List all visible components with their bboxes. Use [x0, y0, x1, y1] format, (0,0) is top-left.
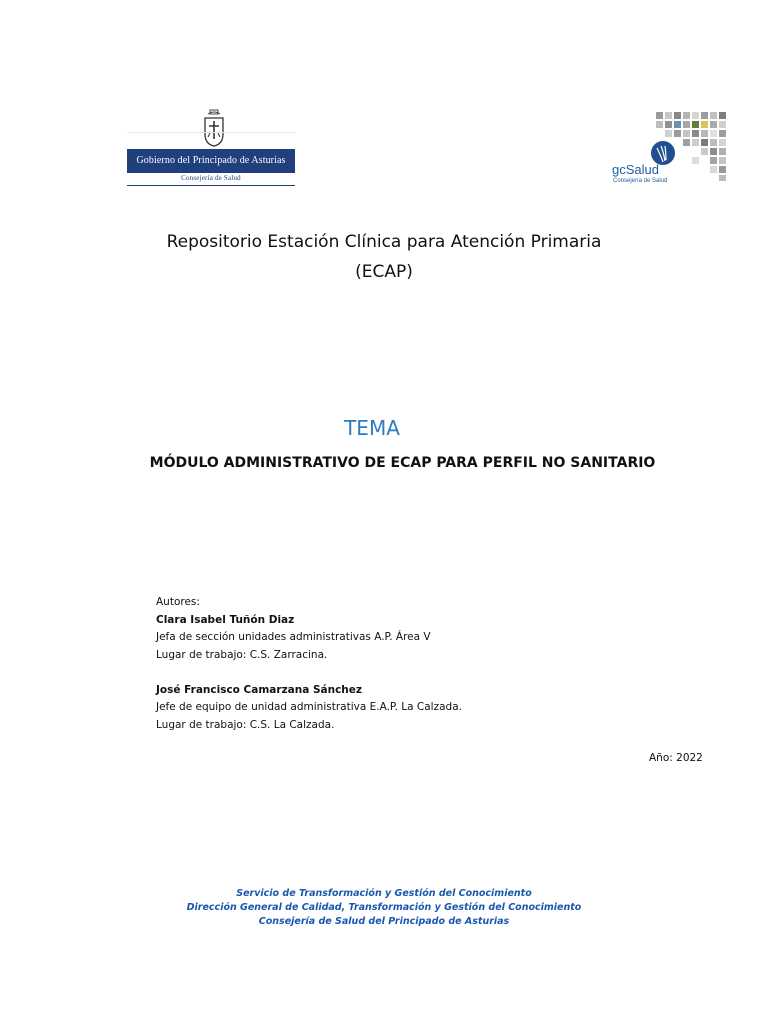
- principado-asturias-logo: [127, 108, 297, 188]
- author-role: Jefe de equipo de unidad administrativa E.A.P. La Calzada.: [156, 701, 462, 713]
- asturias-crest-icon: [201, 108, 227, 148]
- gcsalud-subtitle: Consejería de Salud: [613, 178, 668, 184]
- document-year: Año: 2022: [649, 752, 703, 764]
- author-workplace: Lugar de trabajo: C.S. Zarracina.: [156, 648, 328, 661]
- author-workplace: Lugar de trabajo: C.S. La Calzada.: [156, 718, 335, 731]
- document-title-line1: Repositorio Estación Clínica para Atención Primaria: [166, 232, 602, 252]
- authors-block: [156, 594, 462, 734]
- footer-block: [0, 887, 768, 929]
- gov-name-bar: Gobierno del Principado de Asturias: [127, 149, 295, 173]
- author-role: Jefa de sección unidades administrativas A.P. Área V: [156, 631, 431, 643]
- footer-line: Consejería de Salud del Principado de Asturias: [258, 916, 510, 927]
- subject-heading: MÓDULO ADMINISTRATIVO DE ECAP PARA PERFIL NO SANITARIO: [149, 455, 656, 471]
- tema-heading: TEMA: [344, 416, 400, 440]
- author-name: Clara Isabel Tuñón Diaz: [156, 613, 295, 626]
- logo-underline: [127, 185, 295, 186]
- gcsalud-wordmark: gcSalud: [612, 162, 659, 177]
- gov-department: Consejería de Salud: [181, 174, 241, 182]
- gcsalud-logo: [612, 110, 730, 190]
- logo-divider-line: [127, 132, 295, 133]
- footer-line: Servicio de Transformación y Gestión del Conocimiento: [236, 888, 532, 899]
- author-name: José Francisco Camarzana Sánchez: [156, 683, 363, 696]
- footer-line: Dirección General de Calidad, Transformación y Gestión del Conocimiento: [186, 902, 582, 913]
- authors-label: Autores:: [156, 596, 200, 608]
- document-title-line2: (ECAP): [355, 262, 413, 282]
